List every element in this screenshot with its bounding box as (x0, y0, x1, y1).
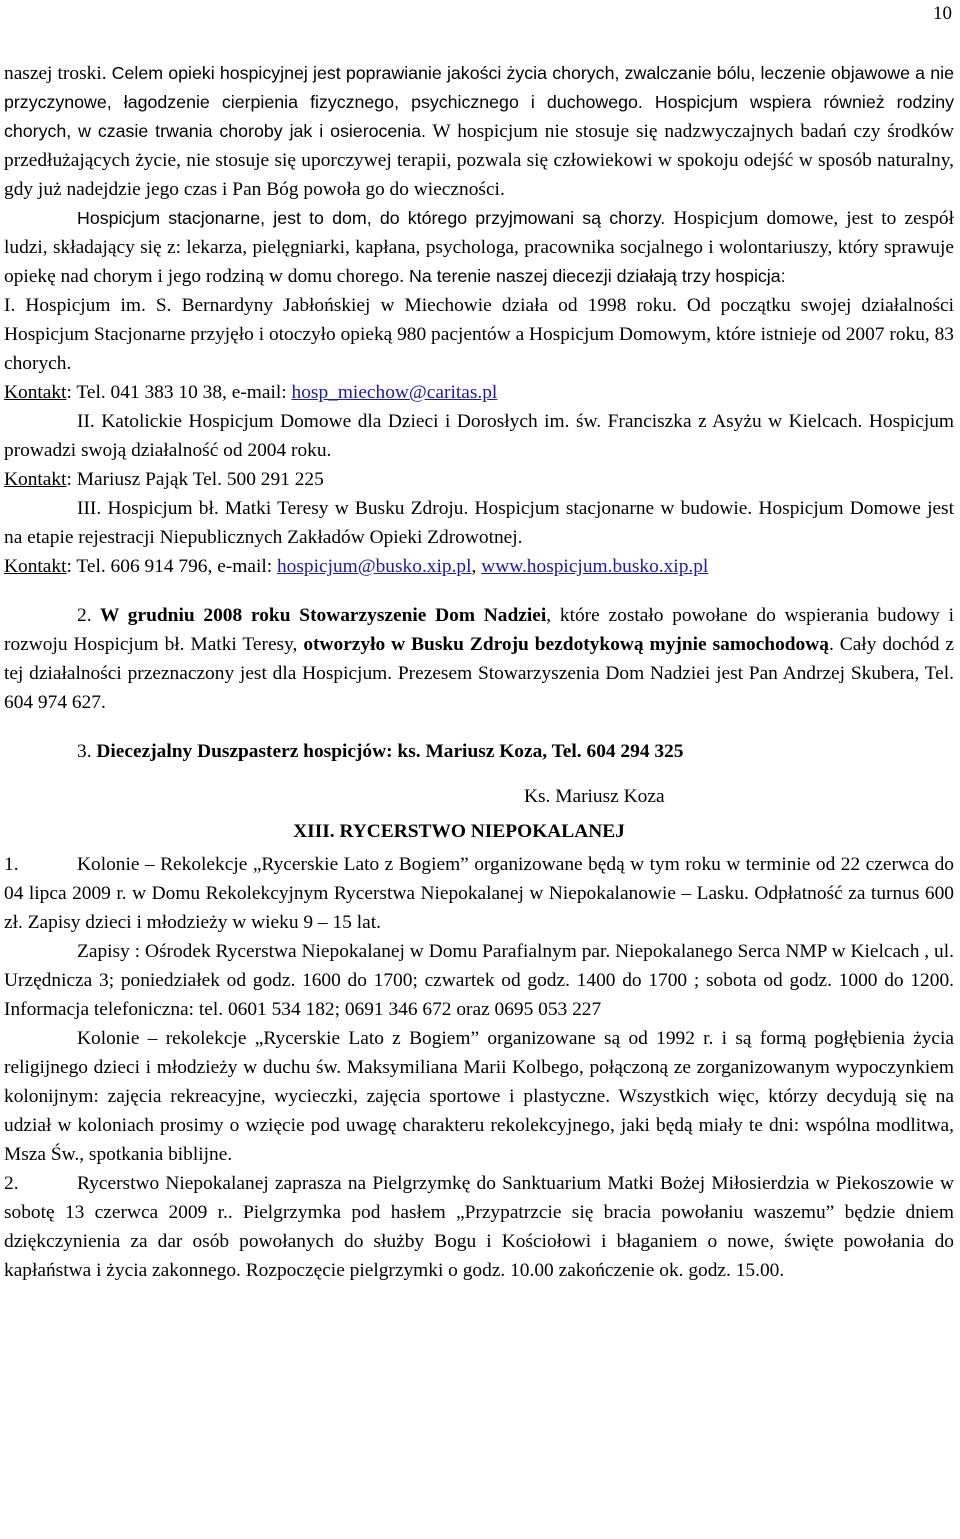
signature: Ks. Mariusz Koza (524, 786, 665, 807)
contact-text: : Tel. 041 383 10 38, e-mail: (66, 382, 292, 403)
spacer (4, 766, 954, 782)
text-run: naszej troski. (4, 63, 112, 84)
hospice-1-contact (4, 378, 954, 407)
paragraph-hospice-types (4, 204, 954, 291)
item-number: 1. (4, 854, 19, 875)
item-number: 2. (4, 1173, 19, 1194)
text-run: Na terenie naszej diecezji działają trzy hospicja: (404, 266, 786, 286)
contact-label: Kontakt (4, 382, 67, 403)
separator: , (471, 556, 482, 577)
item-3-chaplain (4, 737, 954, 766)
website-link[interactable]: www.hospicjum.busko.xip.pl (481, 556, 709, 577)
rycerstwo-item-1 (4, 850, 954, 937)
item-number: 3. (77, 741, 97, 762)
bold-text: otworzyło w Busku Zdroju bezdotykową myjnie samochodową (303, 634, 829, 655)
contact-text: : Mariusz Pająk Tel. 500 291 225 (66, 469, 324, 490)
contact-label: Kontakt (4, 469, 67, 490)
text-run: Hospicjum domowe, jest to zespół ludzi, składający się z: lekarza, pielęgniarki, kapłana, psychologa, pracownika socjalnego i wolontariuszy, który sprawuje opiekę nad chorym i jego rodziną w domu chorego. (4, 208, 954, 287)
item-2-car-wash (4, 601, 954, 717)
paragraph-hospice-intro (4, 59, 954, 204)
hospice-2-contact (4, 465, 954, 494)
text-run: Kolonie – Rekolekcje „Rycerskie Lato z Bogiem” organizowane będą w tym roku w terminie od 22 czerwca do 04 lipca 2009 r. w Domu Rekolekcyjnym Rycerstwa Niepokalanej w Niepokalanowie – Lasku. Odpłatność za turnus 600 zł. Zapisy dzieci i młodzieży w wieku 9 – 15 lat. (4, 854, 954, 933)
text-run: Hospicjum stacjonarne, jest to dom, do którego przyjmowani są chorzy. (77, 208, 666, 228)
spacer (4, 717, 954, 737)
section-title: XIII. RYCERSTWO NIEPOKALANEJ (293, 821, 625, 842)
bold-text: Diecezjalny Duszpasterz hospicjów: ks. Mariusz Koza, Tel. 604 294 325 (96, 741, 684, 762)
rycerstwo-camp-description: Kolonie – rekolekcje „Rycerskie Lato z Bogiem” organizowane są od 1992 r. i są formą pogłębienia życia religijnego dzieci i młodzieży w duchu św. Maksymiliana Marii Kolbego, połączoną ze zorganizowanym wypoczynkiem kolonijnym: zajęcia rekreacyjne, wycieczki, zajęcia sportowe i plastyczne. Wszystkich więc, którzy decydują się na udział w koloniach prosimy o wzięcie pod uwagę charakteru rekolekcyjnego, jaki będą miały te dni: wspólna modlitwa, Msza Św., spotkania biblijne. (4, 1028, 954, 1165)
bold-text: W grudniu 2008 roku Stowarzyszenie Dom Nadziei (91, 605, 547, 626)
document-body (4, 59, 954, 1285)
text-run: , które zostało powołane do wspierania budowy i rozwoju Hospicjum bł. Matki Teresy, (4, 605, 955, 655)
hospice-3-description: III. Hospicjum bł. Matki Teresy w Busku Zdroju. Hospicjum stacjonarne w budowie. Hospicjum Domowe jest na etapie rejestracji Niepublicznych Zakładów Opieki Zdrowotnej. (4, 498, 954, 548)
hospice-1-description: I. Hospicjum im. S. Bernardyny Jabłońskiej w Miechowie działa od 1998 roku. Od początku swojej działalności Hospicjum Stacjonarne przyjęło i otoczyło opieką 980 pacjentów a Hospicjum Domowym, które istnieje od 2007 roku, 83 chorych. (4, 295, 954, 374)
item-number: 2. (77, 605, 92, 626)
page-number: 10 (933, 3, 952, 24)
hospice-3-contact (4, 552, 954, 581)
spacer (4, 581, 954, 601)
contact-text: : Tel. 606 914 796, e-mail: (66, 556, 277, 577)
text-run: Rycerstwo Niepokalanej zaprasza na Pielgrzymkę do Sanktuarium Matki Bożej Miłosierdzia w Piekoszowie w sobotę 13 czerwca 2009 r.. Pielgrzymka pod hasłem „Przypatrzcie się bracia powołaniu waszemu” będzie dniem dziękczynienia za dar osób powołanych do służby Bogu i Kościołowi i błaganiem o nowe, święte powołania do kapłaństwa i życia zakonnego. Rozpoczęcie pielgrzymki o godz. 10.00 zakończenie ok. godz. 15.00. (4, 1173, 954, 1281)
email-link[interactable]: hospicjum@busko.xip.pl (276, 556, 472, 577)
text-run: . Cały dochód z tej działalności przeznaczony jest dla Hospicjum. Prezesem Stowarzyszenia Dom Nadziei jest Pan Andrzej Skubera, Tel. 604 974 627. (4, 634, 955, 713)
rycerstwo-enrollment: Zapisy : Ośrodek Rycerstwa Niepokalanej w Domu Parafialnym par. Niepokalanego Serca NMP w Kielcach , ul. Urzędnicza 3; poniedziałek od godz. 1600 do 1700; czwartek od godz. 1400 do 1700 ; sobota od godz. 1000 do 1200. Informacja telefoniczna: tel. 0601 534 182; 0691 346 672 oraz 0695 053 227 (4, 941, 954, 1020)
contact-label: Kontakt (4, 556, 67, 577)
text-run: Celem opieki hospicyjnej jest poprawianie jakości życia chorych, zwalczanie bólu, leczenie objawowe a nie przyczynowe, łagodzenie cierpienia fizycznego, psychicznego i duchowego. Hospicjum wspiera również rodziny chorych, w czasie trwania choroby jak i osierocenia. (4, 63, 954, 141)
hospice-2-description: II. Katolickie Hospicjum Domowe dla Dzieci i Dorosłych im. św. Franciszka z Asyżu w Kielcach. Hospicjum prowadzi swoją działalność od 2004 roku. (4, 411, 954, 461)
rycerstwo-item-2 (4, 1169, 954, 1285)
email-link[interactable]: hosp_miechow@caritas.pl (291, 382, 498, 403)
text-run: W hospicjum nie stosuje się nadzwyczajnych badań czy środków przedłużających życie, nie stosuje się uporczywej terapii, pozwala się człowiekowi w spokoju odejść w sposób naturalny, gdy już nadejdzie jego czas i Pan Bóg powoła go do wieczności. (4, 121, 954, 200)
